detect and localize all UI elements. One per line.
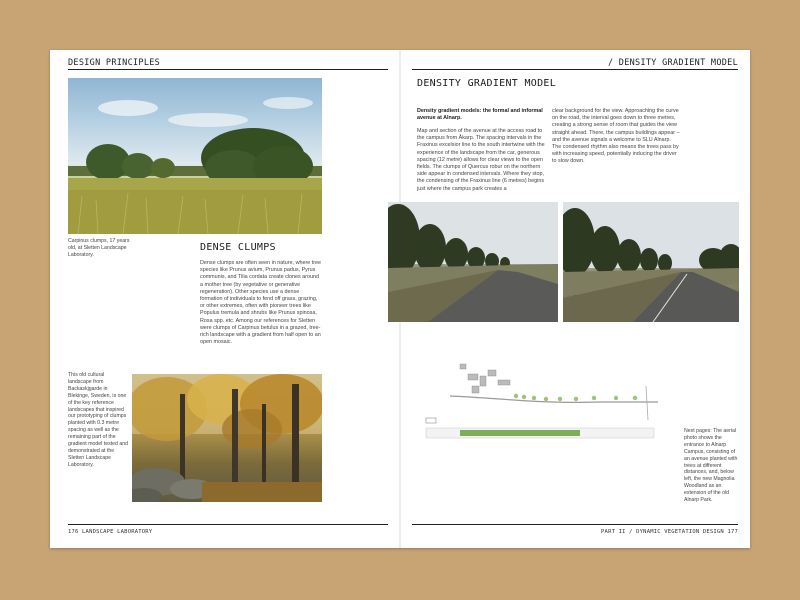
right-page-footer: PART II / DYNAMIC VEGETATION DESIGN 177 — [601, 529, 738, 535]
density-body-col2: clear background for the view. Approaching the curve on the road, the interval goes down to three metres, creating a strong sense of room that guides the view straight ahead. There, the campus buildings appear – and the avenue signals a welcome to SLU Alnarp. The condensed rhythm also means the trees pass by with increasing speed, potentially inducing the driver to slow down. — [552, 108, 680, 165]
density-body-col1: Map and section of the avenue at the access road to the campus from Åkarp. The spacing intervals in the Fraxinus excelsior line to the south intertwine with the experience of the landscape from the car, generous spacing (12 metre) allows for clear views to the open fields. The clumps of Quercus robur on the northern side appear in condensed intervals. Where they stop, the condensing of the Fraxinus line (6 metres) begins just where the campus park creates a — [417, 128, 545, 192]
next-pages-caption: Next pages: The aerial photo shows the entrance to Alnarp Campus, consisting of an avenue planted with trees at different distances, and, below left, the new Magnolia Woodland as an extension of the old Alnarp Park. — [684, 428, 738, 504]
meadow-photo-caption: Carpinus clumps, 17 years old, at Sletten Landscape Laboratory. — [68, 238, 130, 258]
right-header-rule — [412, 69, 738, 70]
density-lead-title: Density gradient models: the formal and informal avenue at Alnarp. — [417, 108, 543, 122]
right-footer-rule — [412, 524, 738, 525]
dense-clumps-body: Dense clumps are often seen in nature, where tree species like Prunus avium, Prunus padus, Pyrus communis, and Tilia cordata create clones around a mother tree (by vegetative or generative regeneration). Other species use a dense formation of individuals to fend off grass, grazing, or other extremes, often with pioneer trees like Populus tremula and shrubs like Prunus spinosa, Rosa spp. etc. Among our references for Sletten were clumps of Carpinus betulus in a grazed, tree-rich landscape with a gradient from half open to an open mosaic. — [200, 260, 322, 346]
avenue-road-photo-2 — [563, 202, 739, 322]
left-footer-rule — [68, 524, 388, 525]
left-running-head: DESIGN PRINCIPLES — [68, 58, 161, 68]
autumn-photo-caption: This old cultural landscape from Backaskjgarde in Blekinge, Sweden, is one of the key reference landscapes that inspired our prototyping of clumps planted with 0.3 metre spacing as well as the remaining part of the gradient model tested and demonstrated at the Sletten Landscape Laboratory. — [68, 372, 128, 468]
dense-clumps-heading: DENSE CLUMPS — [200, 242, 276, 253]
meadow-photo — [68, 78, 322, 234]
avenue-site-plan — [420, 346, 660, 466]
autumn-landscape-photo — [132, 374, 322, 502]
left-header-rule — [68, 69, 388, 70]
avenue-road-photo-1 — [388, 202, 558, 322]
left-page-footer: 176 LANDSCAPE LABORATORY — [68, 529, 153, 535]
book-spread — [50, 50, 750, 548]
density-gradient-heading: DENSITY GRADIENT MODEL — [417, 78, 557, 89]
right-running-head: / DENSITY GRADIENT MODEL — [607, 58, 738, 68]
